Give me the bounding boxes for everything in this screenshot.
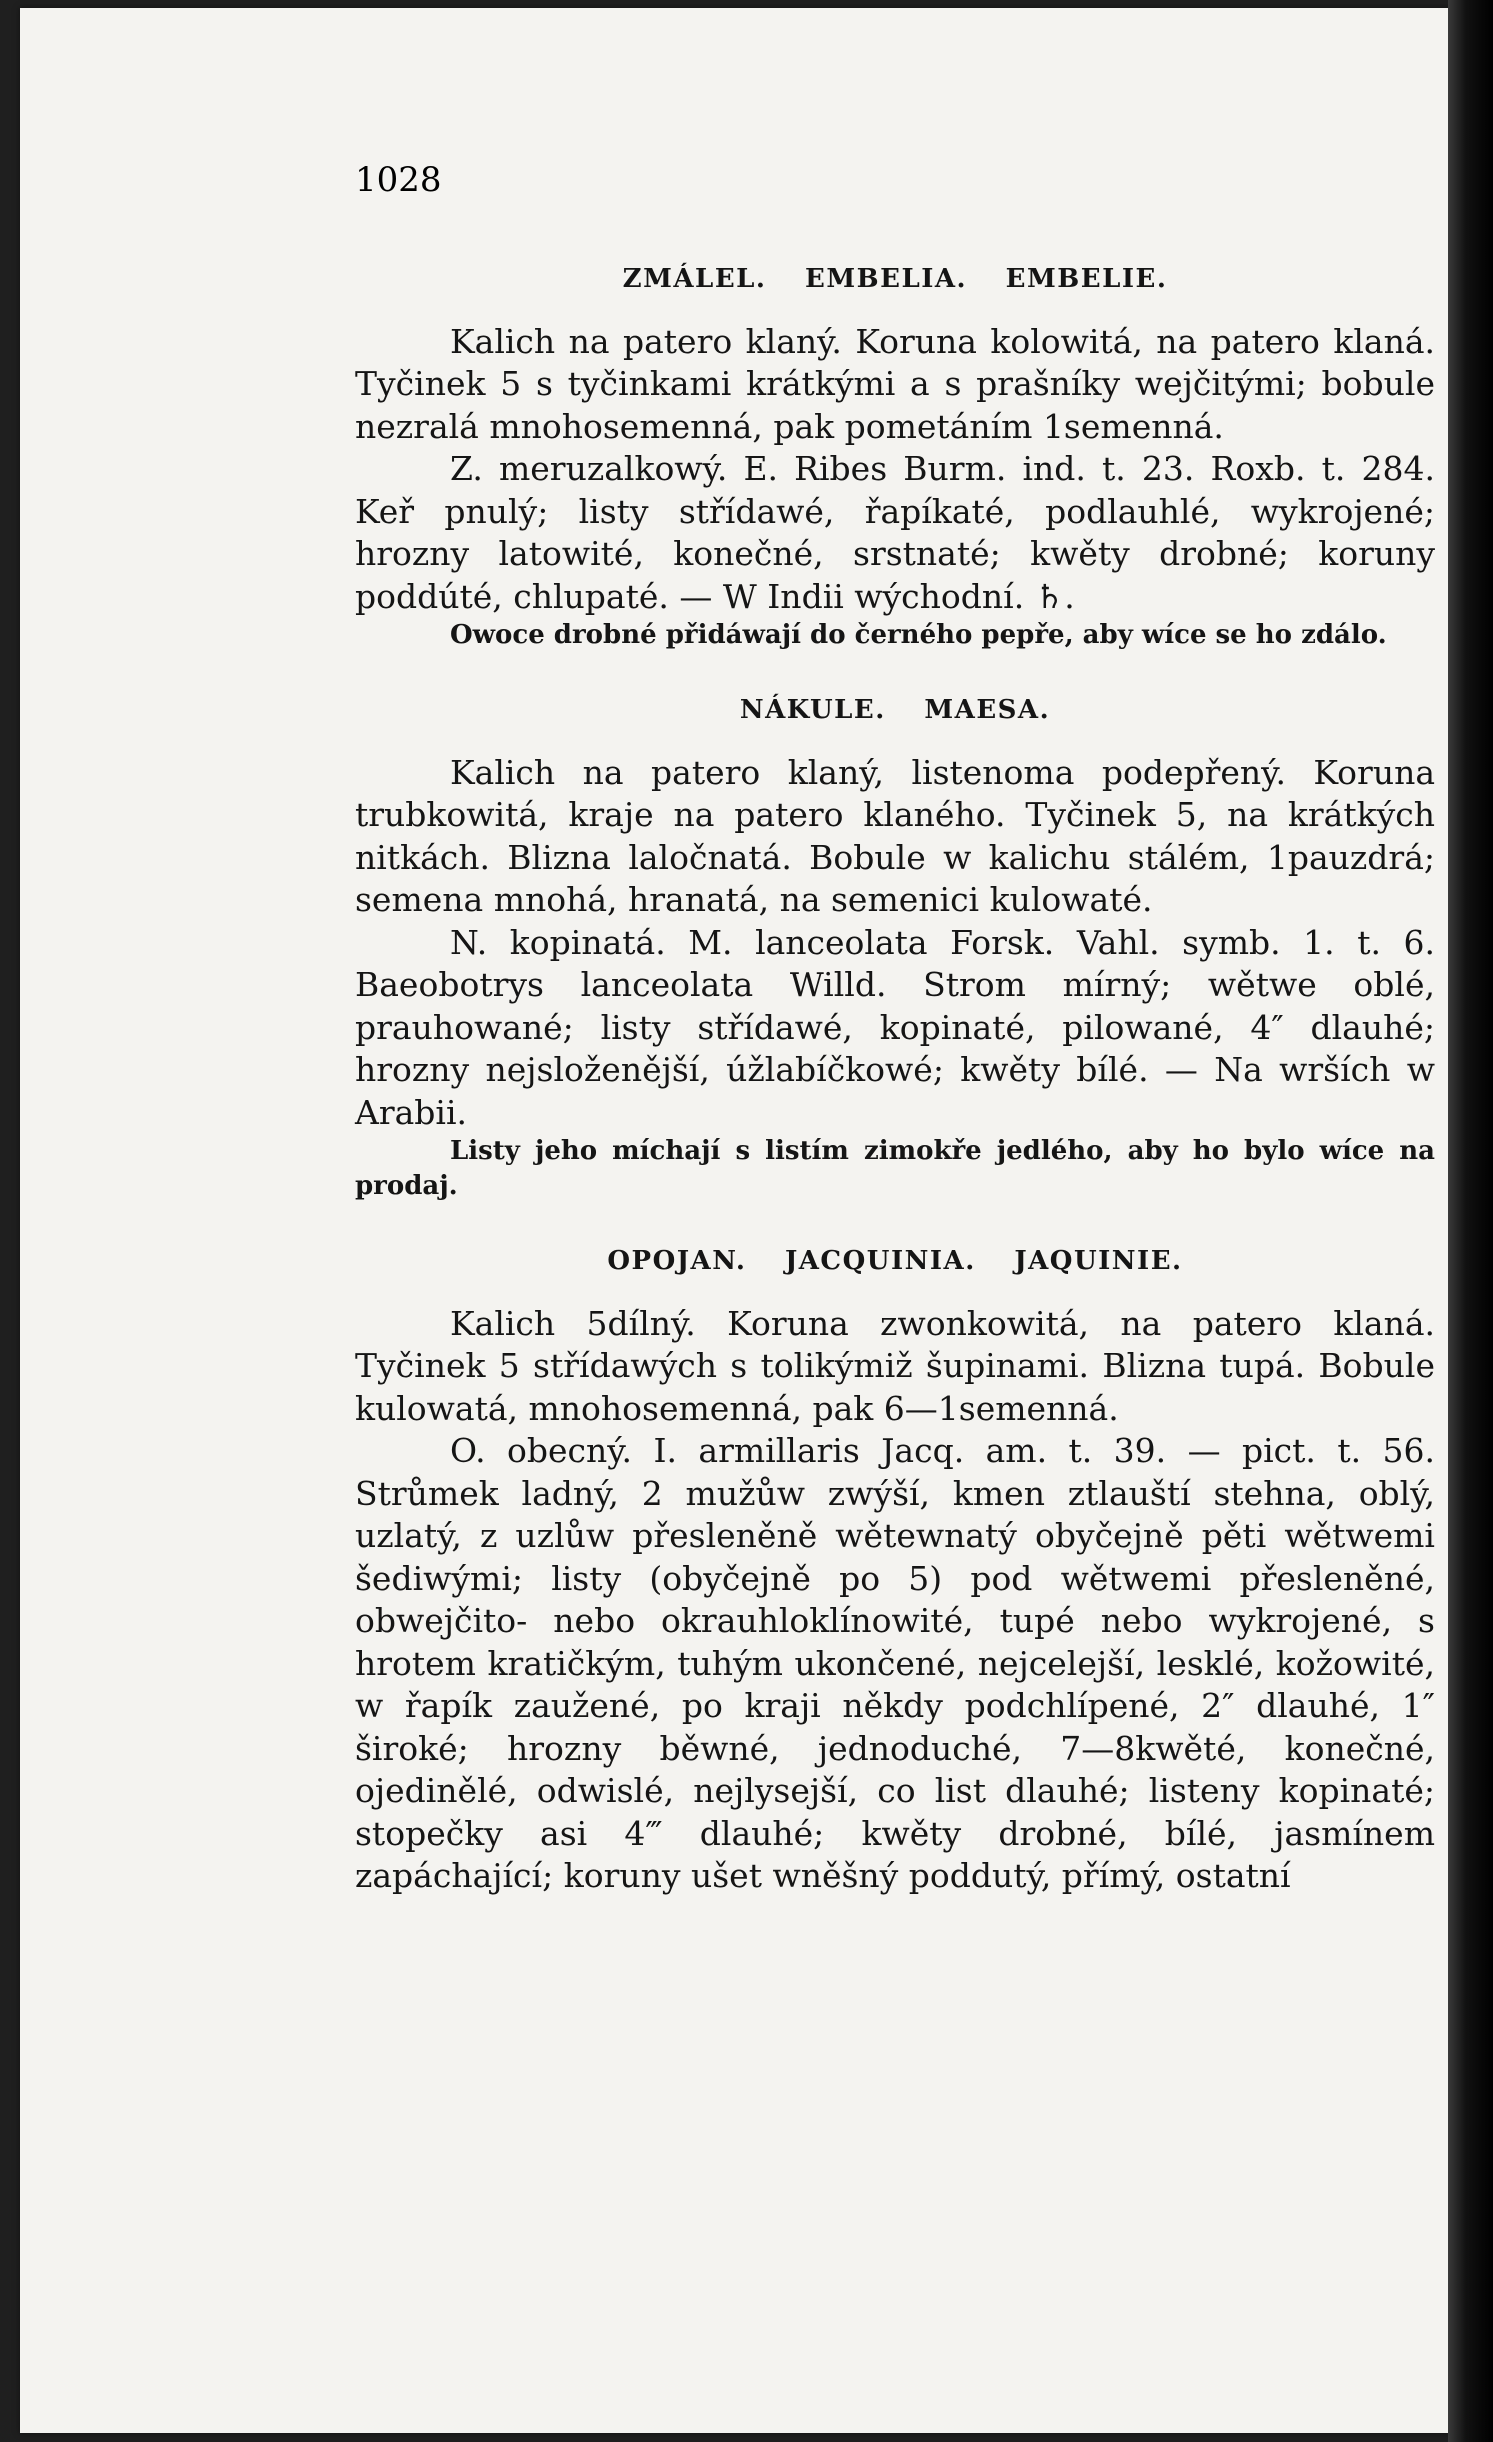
heading-latin: EMBELIA.: [805, 264, 968, 294]
section-heading-nakule: [355, 689, 1435, 732]
heading-alt: JAQUINIE.: [1014, 1246, 1183, 1276]
heading-czech: NÁKULE.: [739, 695, 886, 725]
heading-alt: EMBELIE.: [1005, 264, 1168, 294]
page-body: [355, 258, 1435, 1898]
section-heading-zmalel: [355, 258, 1435, 301]
species-entry: O. obecný. I. armillaris Jacq. am. t. 39. — pict. t. 56. Strůmek ladný, 2 mužůw zwýší, kmen ztlauští stehna, oblý, uzlatý, z uzlůw přesleněně wětewnatý obyčejně pěti wětwemi šediwými; listy (obyčejně po 5) pod wětwemi přesleněné, obwejčito- nebo okrauhloklínowité, tupé nebo wykrojené, s hrotem kratičkým, tuhým ukončené, nejcelejší, lesklé, kožowité, w řapík zaužené, po kraji někdy podchlípené, 2″ dlauhé, 1″ široké; hrozny běwné, jednoduché, 7—8kwěté, konečné, ojedinělé, odwislé, nejlysejší, co list dlauhé; listeny kopinaté; stopečky asi 4‴ dlauhé; kwěty drobné, bílé, jasmínem zapáchající; koruny ušet wněšný poddutý, přímý, ostatní: [355, 1431, 1435, 1895]
species-entry: Z. meruzalkowý. E. Ribes Burm. ind. t. 23. Roxb. t. 284. Keř pnulý; listy střídawé, řapíkaté, podlauhlé, wykrojené; hrozny latowité, konečné, srstnaté; kwěty drobné; koruny poddúté, chlupaté. — W Indii wýchodní. ♄.: [355, 449, 1435, 616]
book-spine: [1448, 0, 1493, 2442]
usage-note: Owoce drobné přidáwají do černého pepře, aby wíce se ho zdálo.: [450, 620, 1387, 650]
section-heading-opojan: [355, 1240, 1435, 1283]
usage-note: Listy jeho míchají s listím zimokře jedlého, aby ho bylo wíce na prodaj.: [355, 1136, 1435, 1201]
heading-czech: ZMÁLEL.: [622, 264, 767, 294]
heading-czech: OPOJAN.: [607, 1246, 747, 1276]
heading-latin: JACQUINIA.: [784, 1246, 976, 1276]
heading-latin: MAESA.: [924, 695, 1051, 725]
genus-description: Kalich 5dílný. Koruna zwonkowitá, na patero klaná. Tyčinek 5 střídawých s tolikýmiž šupinami. Blizna tupá. Bobule kulowatá, mnohosemenná, pak 6—1semenná.: [355, 1303, 1435, 1428]
genus-description: Kalich na patero klaný. Koruna kolowitá, na patero klaná. Tyčinek 5 s tyčinkami krátkými a s prašníky wejčitými; bobule nezralá mnohosemenná, pak pometáním 1semenná.: [355, 321, 1435, 446]
page-number: 1028: [355, 160, 442, 200]
species-entry: N. kopinatá. M. lanceolata Forsk. Vahl. symb. 1. t. 6. Baeobotrys lanceolata Willd. Strom mírný; wětwe oblé, prauhowané; listy střídawé, kopinaté, pilowané, 4″ dlauhé; hrozny nejsloženější, úžlabíčkowé; kwěty bílé. — Na wrších w Arabii.: [355, 922, 1435, 1132]
genus-description: Kalich na patero klaný, listenoma podepřený. Koruna trubkowitá, kraje na patero klaného. Tyčinek 5, na krátkých nitkách. Blizna laločnatá. Bobule w kalichu stálém, 1pauzdrá; semena mnohá, hranatá, na semenici kulowaté.: [355, 752, 1435, 919]
